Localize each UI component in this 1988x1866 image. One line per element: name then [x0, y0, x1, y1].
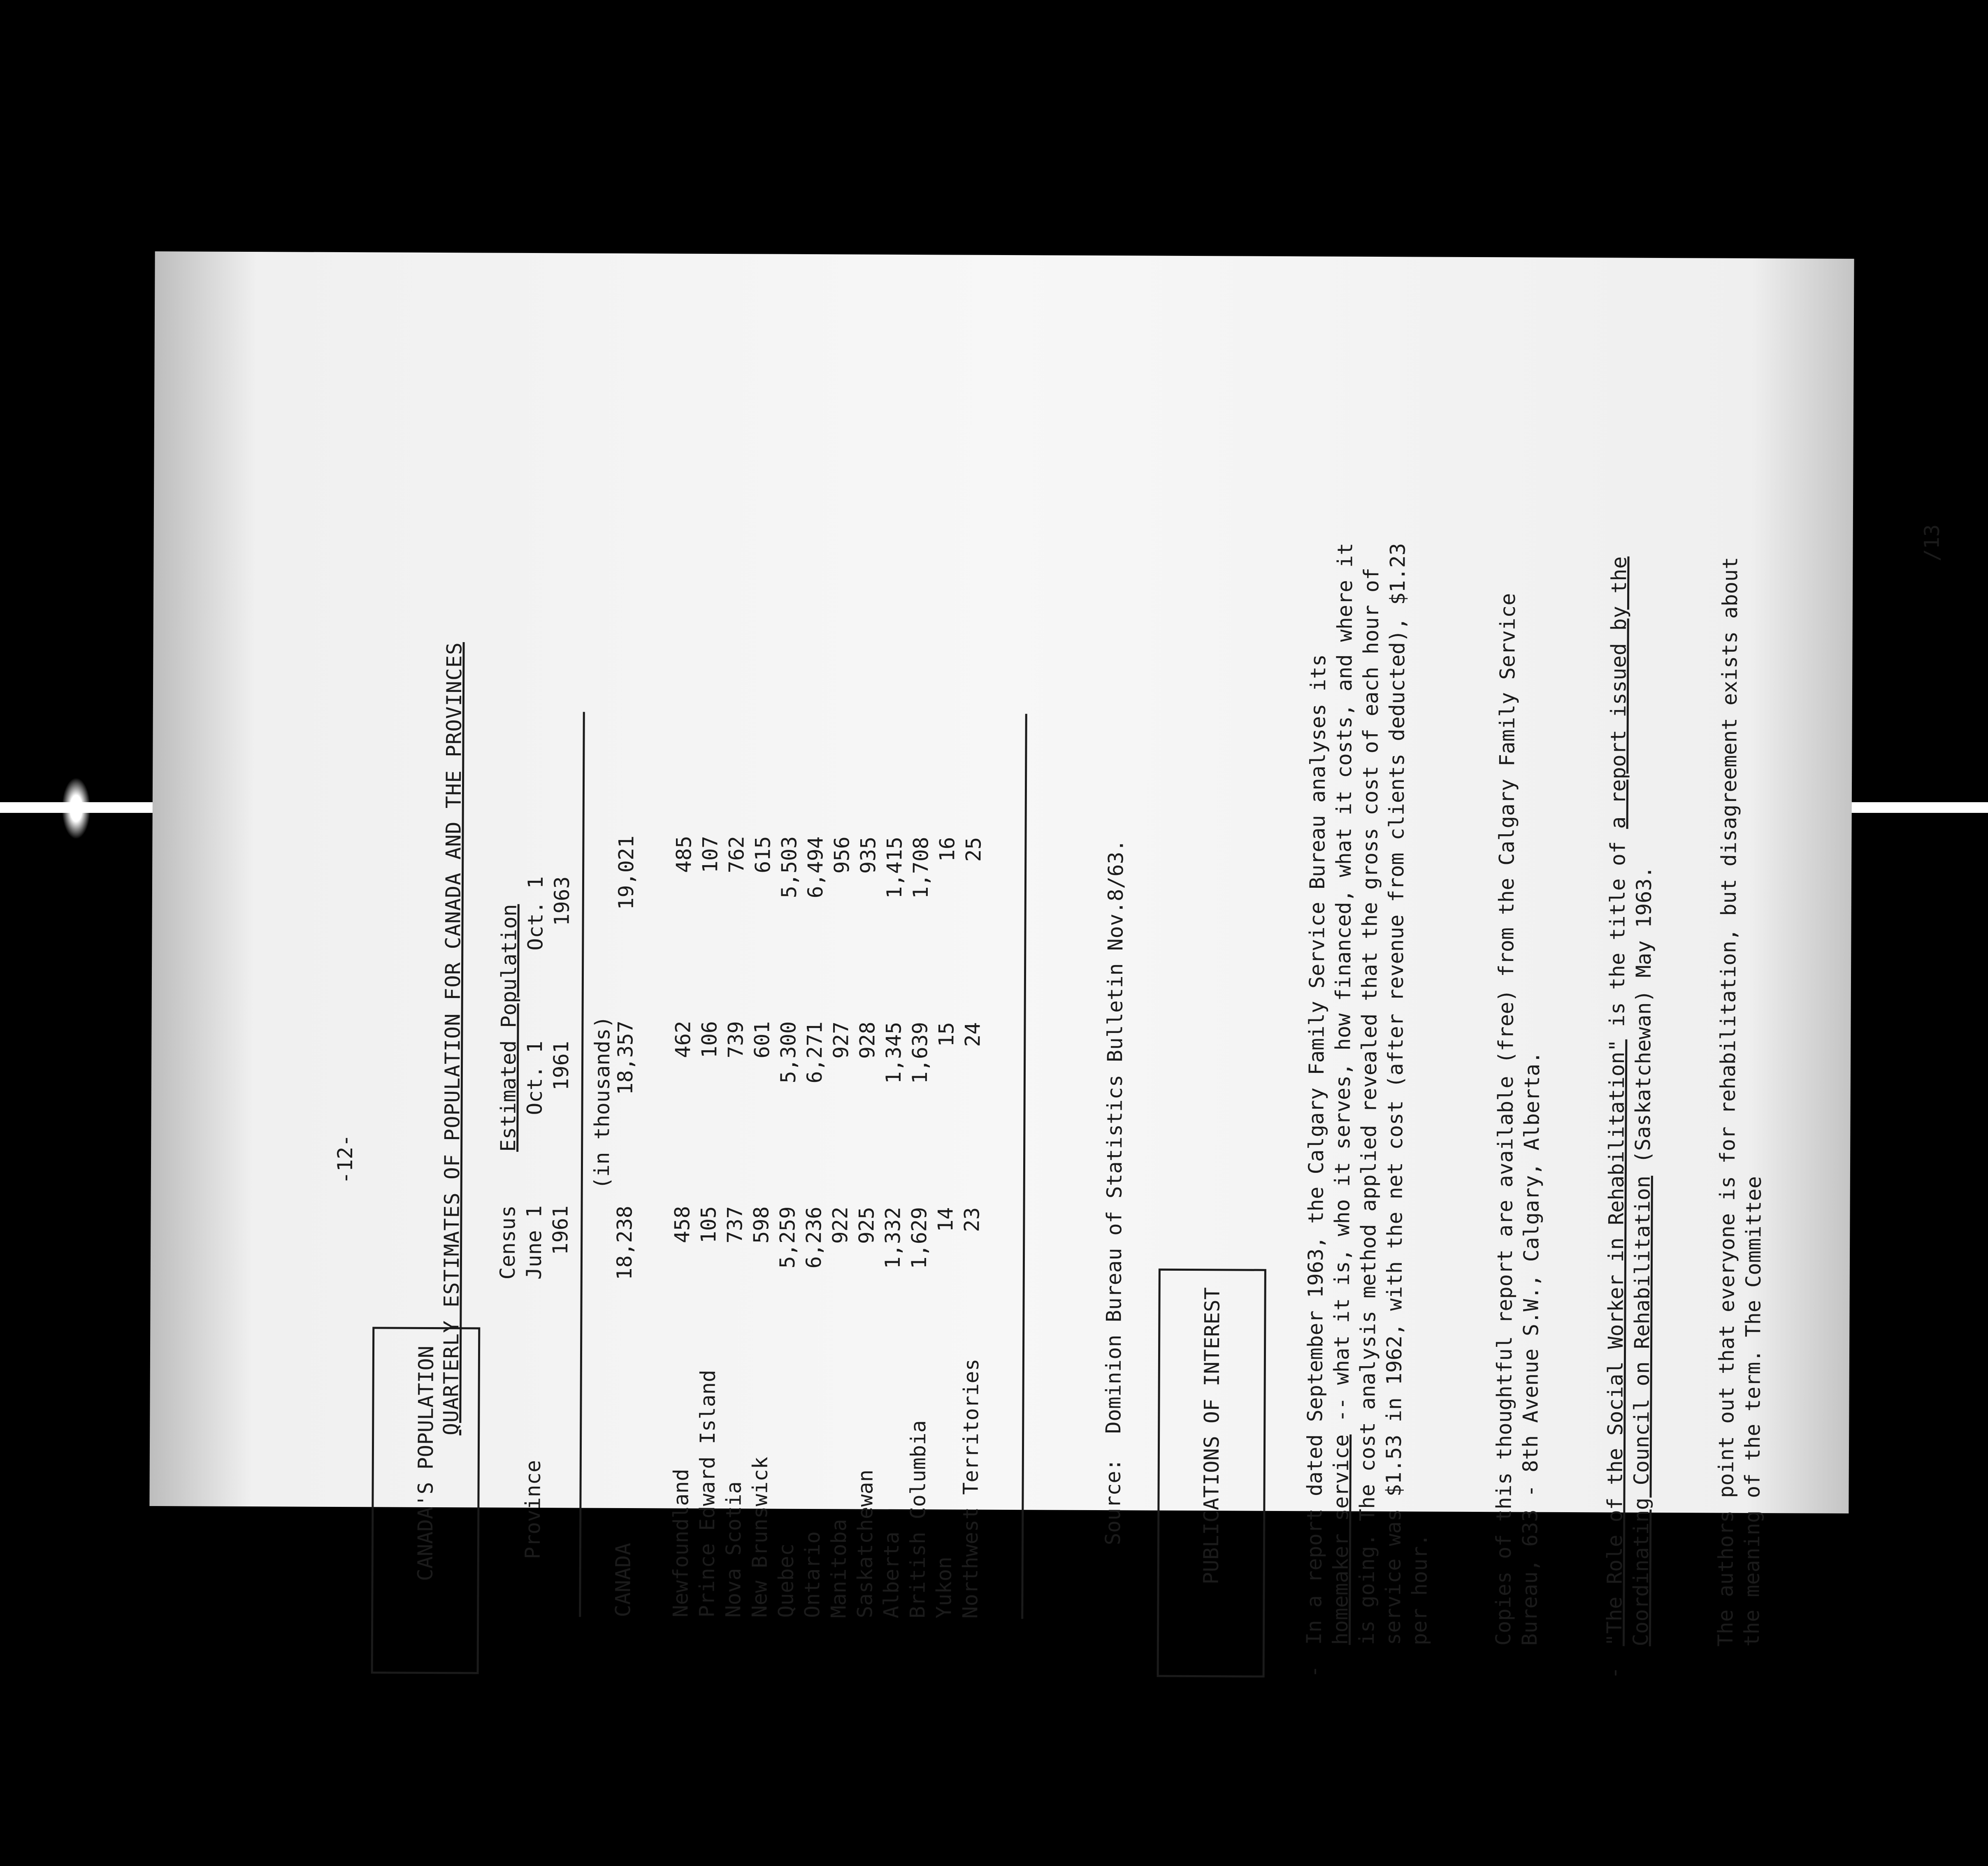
source-note: Source: Dominion Bureau of Statistics Bulletin Nov.8/63. [1101, 839, 1128, 1546]
document-page [149, 251, 1944, 1679]
light-flare-spot [62, 778, 91, 839]
table-row [852, 713, 882, 1618]
row-name: Nova Scotia [721, 1481, 746, 1618]
row-census: 458 [670, 1206, 694, 1244]
row-name: Ontario [800, 1531, 825, 1618]
table-row [825, 713, 856, 1618]
row-oct-1961: 462 [671, 1021, 695, 1058]
row-name: CANADA [611, 1543, 635, 1618]
continued-page-marker: /13 [1920, 524, 1944, 562]
table-row [931, 713, 961, 1618]
table-row-canada [610, 712, 640, 1617]
row-oct-1961: 927 [829, 1021, 853, 1059]
table-title: QUARTERLY ESTIMATES OF POPULATION FOR CANADA AND THE PROVINCES [439, 642, 467, 1436]
table-row [746, 713, 777, 1618]
table-row [904, 713, 935, 1618]
row-census: 105 [697, 1206, 721, 1244]
row-oct-1963: 935 [856, 836, 880, 874]
row-oct-1961: 6,271 [802, 1021, 827, 1084]
row-oct-1963: 6,494 [803, 836, 828, 898]
section-title: CANADA'S POPULATION [413, 1346, 439, 1581]
row-census: 18,238 [612, 1205, 637, 1280]
row-census: 5,259 [775, 1206, 800, 1269]
row-census: 14 [934, 1207, 958, 1232]
row-census: 1,332 [880, 1207, 905, 1269]
paragraph-authors [1712, 536, 1770, 1647]
row-census: 925 [855, 1207, 879, 1244]
table-rule-top [579, 712, 585, 1617]
row-oct-1961: 601 [750, 1021, 774, 1058]
row-oct-1963: 1,415 [882, 836, 907, 899]
header-oct-1963: Oct. 1 1963 [523, 876, 574, 951]
row-oct-1961: 1,345 [881, 1021, 906, 1084]
row-name: British Columbia [906, 1420, 931, 1619]
row-oct-1963: 762 [725, 836, 749, 873]
underlined-text: "The Role of the Social Worker in Rehabilitation" [1602, 1039, 1629, 1646]
table-row [878, 713, 908, 1618]
row-name: Prince Edward Island [695, 1369, 720, 1618]
table-row [957, 714, 987, 1619]
underlined-text: a report issued by the Coordinating Council on Rehabilitation [1606, 556, 1655, 1646]
text-run: In a report dated September 1963, the Calgary Family Service Bureau analyses its [1302, 654, 1331, 1645]
header-census: Census June 1 1961 [495, 1205, 573, 1280]
text-run: (Saskatchewan) May 1963. [1630, 866, 1656, 1176]
table-row [773, 713, 803, 1618]
table-rule-bottom [1021, 714, 1027, 1619]
bullet: - [1302, 1665, 1326, 1678]
paragraph-rehabilitation-report [1601, 535, 1659, 1646]
rotated-page-content [313, 505, 1964, 1705]
table-row [720, 713, 750, 1618]
row-oct-1963: 485 [672, 836, 696, 873]
row-oct-1961: 24 [961, 1022, 985, 1047]
row-oct-1963: 16 [935, 837, 959, 862]
row-census: 737 [723, 1206, 747, 1244]
text-run: The authors point out that everyone is for rehabilitation, but disagreement exists about the meaning of the term. The Committee [1713, 557, 1766, 1647]
row-census: 598 [749, 1206, 773, 1244]
row-name: Saskatchewan [853, 1469, 878, 1618]
bullet: - [1602, 1666, 1626, 1679]
row-name: Northwest Territories [958, 1358, 983, 1619]
row-census: 6,236 [801, 1206, 826, 1269]
header-estimated: Estimated Population [496, 904, 521, 1152]
row-name: Alberta [879, 1532, 904, 1618]
row-census: 23 [960, 1207, 984, 1232]
row-oct-1963: 25 [961, 837, 986, 862]
row-name: Quebec [774, 1543, 798, 1618]
header-oct-1961: Oct. 1 1961 [523, 1040, 574, 1115]
row-oct-1961: 1,639 [908, 1022, 932, 1084]
row-oct-1961: 18,357 [613, 1020, 638, 1095]
text-run: Copies of this thoughtful report are available (free) from the Calgary Family Service Bureau, 633 - 8th Avenue S.W., Calgary, Alberta. [1491, 593, 1544, 1646]
table-row [799, 713, 829, 1618]
row-name: Manitoba [827, 1519, 851, 1618]
row-oct-1961: 15 [934, 1022, 959, 1047]
row-oct-1963: 615 [751, 836, 775, 873]
row-oct-1961: 739 [724, 1021, 748, 1058]
paragraph-copies-available [1490, 535, 1548, 1646]
publications-title-box [1157, 1269, 1266, 1678]
row-census: 1,629 [907, 1207, 931, 1269]
row-oct-1963: 5,503 [777, 836, 801, 898]
underlined-text: homemaker service [1328, 1434, 1354, 1645]
row-oct-1961: 106 [697, 1021, 722, 1058]
row-oct-1963: 1,708 [908, 837, 933, 899]
row-oct-1961: 5,300 [776, 1021, 801, 1084]
row-oct-1963: 19,021 [614, 835, 639, 910]
table-row [667, 712, 698, 1617]
population-table [486, 712, 986, 1619]
row-oct-1961: 928 [855, 1021, 880, 1059]
page-number: -12- [333, 1134, 358, 1184]
text-run: is the title of [1605, 829, 1630, 1040]
publications-title: PUBLICATIONS OF INTEREST [1199, 1287, 1224, 1585]
text-run: -- what it is, who it serves, how financed, what it costs, and where it is going. The cost analysis method applied revealed that the gross cost of each hour of service was $1.53 in 1962, with the net cost (after revenue from clients deducted), $1.23 per hour. [1329, 543, 1432, 1646]
row-oct-1963: 956 [830, 836, 854, 874]
row-oct-1963: 107 [698, 836, 722, 873]
row-census: 922 [828, 1207, 852, 1244]
table-row [694, 713, 724, 1618]
paragraph-homemaker-report [1301, 534, 1438, 1645]
row-name: Yukon [932, 1556, 956, 1619]
header-province: Province [520, 1460, 545, 1560]
row-name: New Brunswick [748, 1456, 772, 1618]
units-note: (in thousands) [590, 1016, 615, 1189]
row-name: Newfoundland [669, 1469, 693, 1618]
